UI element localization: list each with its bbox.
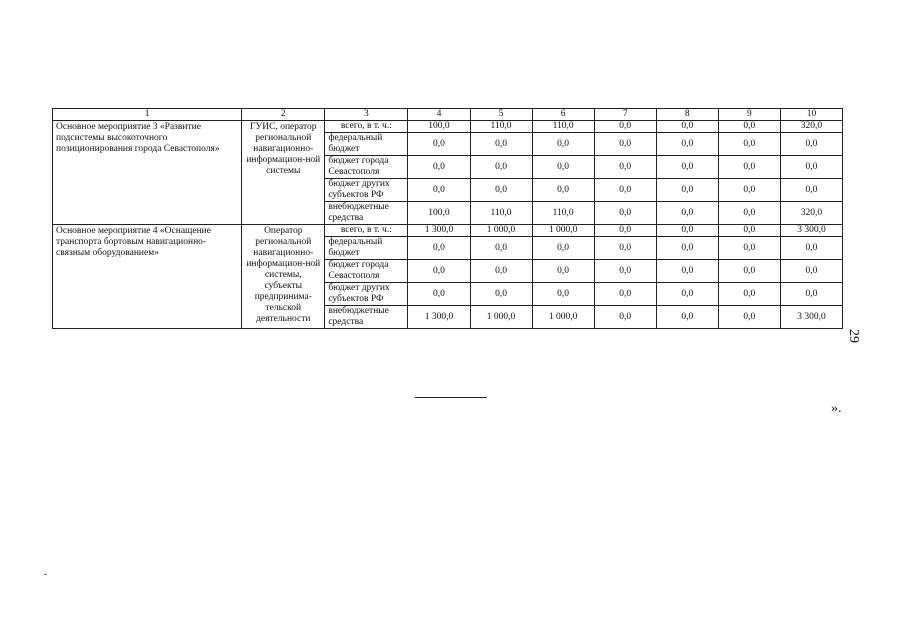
amount-cell: 1 000,0 <box>470 225 532 237</box>
column-header: 7 <box>594 109 656 121</box>
executor-cell: ГУИС, оператор региональной навигационно-информацион-ной системы <box>242 121 325 225</box>
table-row <box>53 121 843 133</box>
amount-cell: 0,0 <box>780 133 842 156</box>
amount-cell: 3 300,0 <box>780 306 842 329</box>
amount-cell: 0,0 <box>532 156 594 179</box>
amount-cell: 0,0 <box>594 202 656 225</box>
funding-source-cell: всего, в т. ч.: <box>325 225 408 237</box>
amount-cell: 320,0 <box>780 202 842 225</box>
table-row <box>53 225 843 237</box>
amount-cell: 0,0 <box>594 179 656 202</box>
amount-cell: 0,0 <box>656 306 718 329</box>
amount-cell: 0,0 <box>470 283 532 306</box>
amount-cell: 110,0 <box>532 202 594 225</box>
executor-cell: Оператор региональной навигационно-информацион-ной системы, субъекты предпринима-тельской деятельности <box>242 225 325 329</box>
amount-cell: 110,0 <box>470 202 532 225</box>
amount-cell: 0,0 <box>408 179 470 202</box>
column-header: 6 <box>532 109 594 121</box>
amount-cell: 0,0 <box>718 179 780 202</box>
funding-source-cell: бюджет города Севастополя <box>325 156 408 179</box>
amount-cell: 0,0 <box>594 306 656 329</box>
amount-cell: 0,0 <box>408 283 470 306</box>
amount-cell: 0,0 <box>408 156 470 179</box>
amount-cell: 0,0 <box>594 237 656 260</box>
funding-source-cell: бюджет других субъектов РФ <box>325 283 408 306</box>
amount-cell: 0,0 <box>408 260 470 283</box>
amount-cell: 1 300,0 <box>408 306 470 329</box>
column-header: 1 <box>53 109 242 121</box>
amount-cell: 110,0 <box>532 121 594 133</box>
amount-cell: 0,0 <box>780 156 842 179</box>
amount-cell: 0,0 <box>470 179 532 202</box>
amount-cell: 0,0 <box>718 306 780 329</box>
amount-cell: 0,0 <box>718 237 780 260</box>
amount-cell: 0,0 <box>780 179 842 202</box>
column-header: 8 <box>656 109 718 121</box>
closing-quote: ». <box>831 401 842 416</box>
funding-source-cell: внебюджетные средства <box>325 202 408 225</box>
amount-cell: 0,0 <box>718 121 780 133</box>
measure-cell: Основное мероприятие 3 «Развитие подсистемы высокоточного позиционирования города Севастополя» <box>53 121 242 225</box>
amount-cell: 0,0 <box>718 260 780 283</box>
amount-cell: 0,0 <box>594 121 656 133</box>
amount-cell: 0,0 <box>656 133 718 156</box>
amount-cell: 0,0 <box>532 283 594 306</box>
funding-source-cell: внебюджетные средства <box>325 306 408 329</box>
amount-cell: 0,0 <box>780 260 842 283</box>
column-header: 10 <box>780 109 842 121</box>
amount-cell: 0,0 <box>656 179 718 202</box>
funding-source-cell: бюджет других субъектов РФ <box>325 179 408 202</box>
funding-source-cell: федеральный бюджет <box>325 133 408 156</box>
amount-cell: 0,0 <box>470 260 532 283</box>
amount-cell: 0,0 <box>408 237 470 260</box>
amount-cell: 0,0 <box>532 179 594 202</box>
column-header: 4 <box>408 109 470 121</box>
amount-cell: 100,0 <box>408 121 470 133</box>
amount-cell: 0,0 <box>532 133 594 156</box>
amount-cell: 0,0 <box>656 260 718 283</box>
amount-cell: 110,0 <box>470 121 532 133</box>
amount-cell: 0,0 <box>470 237 532 260</box>
amount-cell: 0,0 <box>594 260 656 283</box>
column-header: 9 <box>718 109 780 121</box>
amount-cell: 0,0 <box>656 283 718 306</box>
amount-cell: 0,0 <box>532 260 594 283</box>
amount-cell: 1 300,0 <box>408 225 470 237</box>
separator-line <box>415 397 487 398</box>
amount-cell: 320,0 <box>780 121 842 133</box>
column-header: 5 <box>470 109 532 121</box>
column-header: 2 <box>242 109 325 121</box>
amount-cell: 0,0 <box>718 225 780 237</box>
funding-source-cell: всего, в т. ч.: <box>325 121 408 133</box>
amount-cell: 0,0 <box>718 202 780 225</box>
amount-cell: 0,0 <box>594 156 656 179</box>
table-header-row <box>53 109 843 121</box>
table-body <box>53 121 843 329</box>
amount-cell: 0,0 <box>594 283 656 306</box>
column-header: 3 <box>325 109 408 121</box>
page-number: 29 <box>846 329 861 343</box>
amount-cell: 1 000,0 <box>532 225 594 237</box>
amount-cell: 0,0 <box>594 225 656 237</box>
amount-cell: 1 000,0 <box>532 306 594 329</box>
amount-cell: 3 300,0 <box>780 225 842 237</box>
amount-cell: 0,0 <box>532 237 594 260</box>
amount-cell: 0,0 <box>718 156 780 179</box>
amount-cell: 0,0 <box>656 156 718 179</box>
amount-cell: 0,0 <box>470 156 532 179</box>
amount-cell: 0,0 <box>656 202 718 225</box>
amount-cell: 0,0 <box>594 133 656 156</box>
funding-table <box>52 108 843 329</box>
amount-cell: 0,0 <box>718 133 780 156</box>
stray-mark: ˘ <box>44 573 48 584</box>
funding-source-cell: федеральный бюджет <box>325 237 408 260</box>
amount-cell: 0,0 <box>656 121 718 133</box>
amount-cell: 0,0 <box>718 283 780 306</box>
measure-cell: Основное мероприятие 4 «Оснащение транспорта бортовым навигационно-связным оборудованием» <box>53 225 242 329</box>
funding-source-cell: бюджет города Севастополя <box>325 260 408 283</box>
amount-cell: 1 000,0 <box>470 306 532 329</box>
amount-cell: 0,0 <box>408 133 470 156</box>
amount-cell: 100,0 <box>408 202 470 225</box>
amount-cell: 0,0 <box>656 225 718 237</box>
amount-cell: 0,0 <box>780 237 842 260</box>
amount-cell: 0,0 <box>780 283 842 306</box>
amount-cell: 0,0 <box>470 133 532 156</box>
amount-cell: 0,0 <box>656 237 718 260</box>
